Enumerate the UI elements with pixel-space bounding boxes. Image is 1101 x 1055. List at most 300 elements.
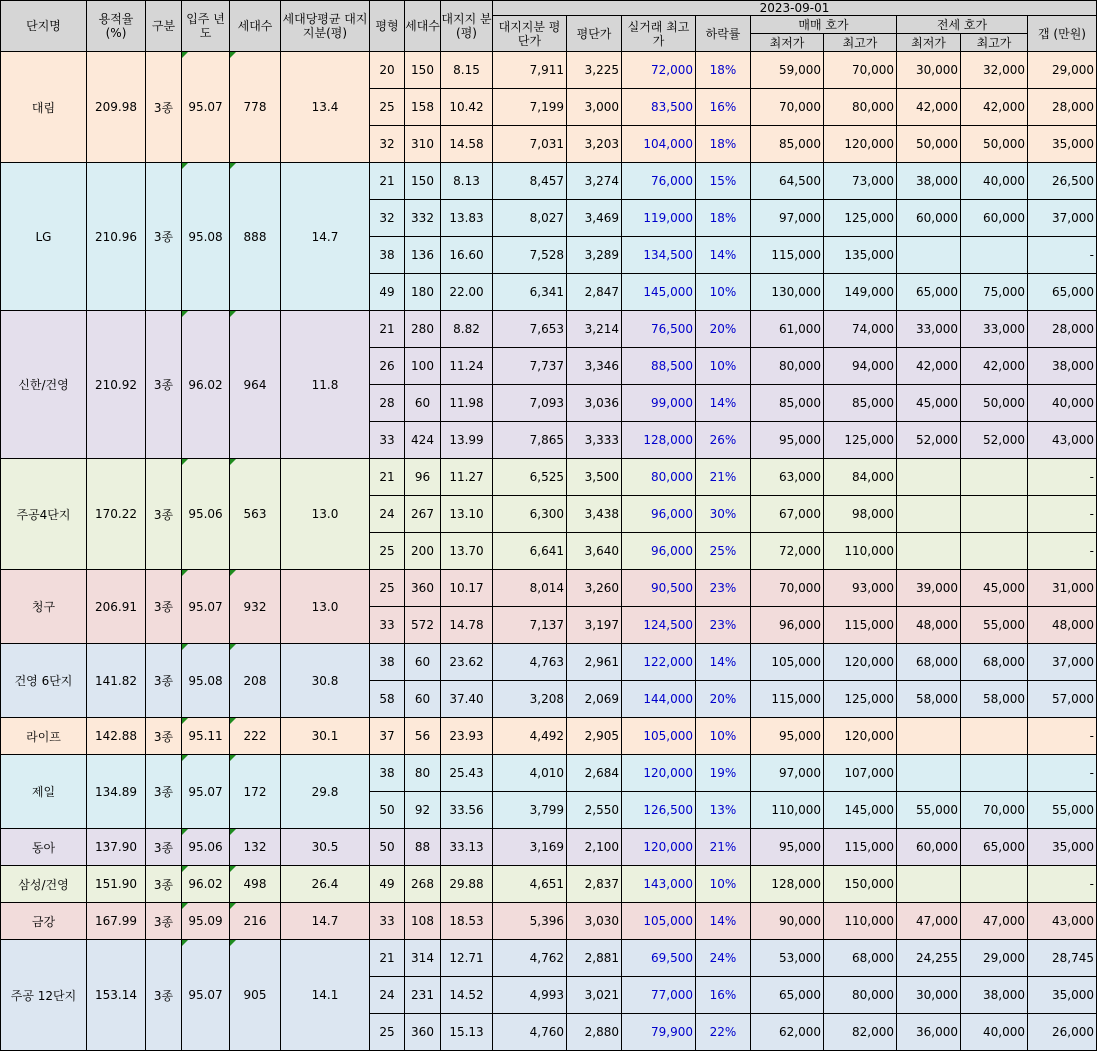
max-trade-cell: 77,000: [622, 977, 696, 1014]
year-cell: 95.06: [182, 459, 230, 570]
drop-rate-cell: 16%: [696, 89, 751, 126]
size-cell: 33: [370, 903, 405, 940]
jeonse-min-cell: 30,000: [897, 52, 961, 89]
header-far: 용적율 (%): [87, 1, 146, 52]
zone-cell: 3종: [146, 755, 182, 829]
jeonse-min-cell: [897, 533, 961, 570]
max-trade-cell: 120,000: [622, 755, 696, 792]
jeonse-max-cell: 33,000: [961, 311, 1028, 348]
land-cell: 12.71: [441, 940, 493, 977]
sale-min-cell: 61,000: [751, 311, 824, 348]
drop-rate-cell: 14%: [696, 385, 751, 422]
pyeong-price-cell: 3,333: [567, 422, 622, 459]
size-cell: 21: [370, 940, 405, 977]
max-trade-cell: 144,000: [622, 681, 696, 718]
sale-max-cell: 120,000: [824, 126, 897, 163]
land-cell: 22.00: [441, 274, 493, 311]
header-jeonse-min: 최저가: [897, 34, 961, 52]
units-cell: 268: [405, 866, 441, 903]
jeonse-max-cell: 42,000: [961, 348, 1028, 385]
complex-name-cell: 삼성/건영: [1, 866, 87, 903]
units-cell: 80: [405, 755, 441, 792]
sale-min-cell: 110,000: [751, 792, 824, 829]
gap-cell: 28,000: [1028, 311, 1097, 348]
jeonse-min-cell: 30,000: [897, 977, 961, 1014]
land-cell: 33.13: [441, 829, 493, 866]
avg-land-cell: 13.4: [281, 52, 370, 163]
size-cell: 49: [370, 274, 405, 311]
table-row: [1, 829, 1097, 866]
table-row: [1, 755, 1097, 792]
max-trade-cell: 76,500: [622, 311, 696, 348]
drop-rate-cell: 26%: [696, 422, 751, 459]
zone-cell: 3종: [146, 718, 182, 755]
land-price-cell: 7,865: [493, 422, 567, 459]
drop-rate-cell: 14%: [696, 237, 751, 274]
zone-cell: 3종: [146, 644, 182, 718]
max-trade-cell: 69,500: [622, 940, 696, 977]
avg-land-cell: 26.4: [281, 866, 370, 903]
sale-min-cell: 130,000: [751, 274, 824, 311]
jeonse-min-cell: [897, 755, 961, 792]
pyeong-price-cell: 2,837: [567, 866, 622, 903]
complex-name-cell: LG: [1, 163, 87, 311]
gap-cell: 37,000: [1028, 644, 1097, 681]
sale-max-cell: 145,000: [824, 792, 897, 829]
sale-max-cell: 149,000: [824, 274, 897, 311]
sale-max-cell: 115,000: [824, 829, 897, 866]
land-price-cell: 4,651: [493, 866, 567, 903]
size-cell: 37: [370, 718, 405, 755]
header-land: 대지지 분(평): [441, 1, 493, 52]
households-cell: 964: [230, 311, 281, 459]
year-cell: 95.08: [182, 644, 230, 718]
households-cell: 905: [230, 940, 281, 1051]
sale-max-cell: 135,000: [824, 237, 897, 274]
table-row: [1, 866, 1097, 903]
size-cell: 38: [370, 755, 405, 792]
gap-cell: 26,500: [1028, 163, 1097, 200]
jeonse-max-cell: 40,000: [961, 1014, 1028, 1051]
jeonse-max-cell: [961, 866, 1028, 903]
year-cell: 95.07: [182, 570, 230, 644]
sale-min-cell: 65,000: [751, 977, 824, 1014]
pyeong-price-cell: 2,961: [567, 644, 622, 681]
avg-land-cell: 13.0: [281, 570, 370, 644]
far-cell: 206.91: [87, 570, 146, 644]
land-cell: 14.58: [441, 126, 493, 163]
size-cell: 20: [370, 52, 405, 89]
max-trade-cell: 105,000: [622, 718, 696, 755]
land-price-cell: 7,911: [493, 52, 567, 89]
drop-rate-cell: 16%: [696, 977, 751, 1014]
land-price-cell: 3,169: [493, 829, 567, 866]
max-trade-cell: 128,000: [622, 422, 696, 459]
sale-min-cell: 90,000: [751, 903, 824, 940]
max-trade-cell: 143,000: [622, 866, 696, 903]
sale-min-cell: 53,000: [751, 940, 824, 977]
zone-cell: 3종: [146, 311, 182, 459]
land-cell: 14.78: [441, 607, 493, 644]
units-cell: 310: [405, 126, 441, 163]
land-cell: 33.56: [441, 792, 493, 829]
land-cell: 23.93: [441, 718, 493, 755]
sale-max-cell: 70,000: [824, 52, 897, 89]
gap-cell: 43,000: [1028, 422, 1097, 459]
land-cell: 13.83: [441, 200, 493, 237]
far-cell: 142.88: [87, 718, 146, 755]
header-units: 세대수: [405, 1, 441, 52]
avg-land-cell: 13.0: [281, 459, 370, 570]
jeonse-max-cell: 52,000: [961, 422, 1028, 459]
year-cell: 95.07: [182, 755, 230, 829]
households-cell: 888: [230, 163, 281, 311]
gap-cell: 35,000: [1028, 829, 1097, 866]
sale-min-cell: 85,000: [751, 385, 824, 422]
units-cell: 88: [405, 829, 441, 866]
size-cell: 26: [370, 348, 405, 385]
units-cell: 150: [405, 52, 441, 89]
drop-rate-cell: 14%: [696, 903, 751, 940]
land-price-cell: 4,762: [493, 940, 567, 977]
pyeong-price-cell: 3,469: [567, 200, 622, 237]
pyeong-price-cell: 3,000: [567, 89, 622, 126]
drop-rate-cell: 22%: [696, 1014, 751, 1051]
jeonse-max-cell: [961, 718, 1028, 755]
households-cell: 172: [230, 755, 281, 829]
header-sale-min: 최저가: [751, 34, 824, 52]
land-price-cell: 7,093: [493, 385, 567, 422]
size-cell: 25: [370, 1014, 405, 1051]
far-cell: 167.99: [87, 903, 146, 940]
jeonse-max-cell: 40,000: [961, 163, 1028, 200]
sale-max-cell: 94,000: [824, 348, 897, 385]
jeonse-max-cell: [961, 496, 1028, 533]
max-trade-cell: 145,000: [622, 274, 696, 311]
drop-rate-cell: 13%: [696, 792, 751, 829]
size-cell: 32: [370, 200, 405, 237]
sale-max-cell: 125,000: [824, 681, 897, 718]
jeonse-min-cell: 47,000: [897, 903, 961, 940]
units-cell: 60: [405, 681, 441, 718]
size-cell: 38: [370, 237, 405, 274]
year-cell: 96.02: [182, 866, 230, 903]
zone-cell: 3종: [146, 829, 182, 866]
units-cell: 108: [405, 903, 441, 940]
pyeong-price-cell: 3,260: [567, 570, 622, 607]
gap-cell: 48,000: [1028, 607, 1097, 644]
jeonse-min-cell: 68,000: [897, 644, 961, 681]
sale-max-cell: 85,000: [824, 385, 897, 422]
units-cell: 314: [405, 940, 441, 977]
jeonse-min-cell: 42,000: [897, 348, 961, 385]
max-trade-cell: 79,900: [622, 1014, 696, 1051]
far-cell: 210.96: [87, 163, 146, 311]
drop-rate-cell: 20%: [696, 311, 751, 348]
jeonse-max-cell: 47,000: [961, 903, 1028, 940]
land-cell: 37.40: [441, 681, 493, 718]
gap-cell: -: [1028, 718, 1097, 755]
pyeong-price-cell: 3,500: [567, 459, 622, 496]
units-cell: 200: [405, 533, 441, 570]
jeonse-max-cell: 29,000: [961, 940, 1028, 977]
pyeong-price-cell: 2,881: [567, 940, 622, 977]
drop-rate-cell: 19%: [696, 755, 751, 792]
jeonse-min-cell: [897, 496, 961, 533]
pyeong-price-cell: 3,346: [567, 348, 622, 385]
complex-name-cell: 건영 6단지: [1, 644, 87, 718]
max-trade-cell: 83,500: [622, 89, 696, 126]
avg-land-cell: 11.8: [281, 311, 370, 459]
header-max-trade: 실거래 최고가: [622, 16, 696, 52]
land-cell: 13.10: [441, 496, 493, 533]
complex-name-cell: 신한/건영: [1, 311, 87, 459]
land-price-cell: 5,396: [493, 903, 567, 940]
max-trade-cell: 76,000: [622, 163, 696, 200]
far-cell: 134.89: [87, 755, 146, 829]
drop-rate-cell: 21%: [696, 829, 751, 866]
jeonse-max-cell: [961, 237, 1028, 274]
size-cell: 21: [370, 163, 405, 200]
table-row: [1, 718, 1097, 755]
units-cell: 360: [405, 1014, 441, 1051]
sale-min-cell: 85,000: [751, 126, 824, 163]
jeonse-min-cell: 55,000: [897, 792, 961, 829]
land-price-cell: 4,993: [493, 977, 567, 1014]
drop-rate-cell: 18%: [696, 200, 751, 237]
gap-cell: 26,000: [1028, 1014, 1097, 1051]
land-cell: 25.43: [441, 755, 493, 792]
size-cell: 21: [370, 311, 405, 348]
sale-max-cell: 98,000: [824, 496, 897, 533]
year-cell: 95.06: [182, 829, 230, 866]
jeonse-min-cell: 39,000: [897, 570, 961, 607]
sale-min-cell: 63,000: [751, 459, 824, 496]
header-households: 세대수: [230, 1, 281, 52]
households-cell: 222: [230, 718, 281, 755]
jeonse-min-cell: 65,000: [897, 274, 961, 311]
far-cell: 209.98: [87, 52, 146, 163]
land-cell: 11.98: [441, 385, 493, 422]
size-cell: 25: [370, 533, 405, 570]
size-cell: 58: [370, 681, 405, 718]
land-price-cell: 3,799: [493, 792, 567, 829]
size-cell: 33: [370, 607, 405, 644]
year-cell: 95.07: [182, 52, 230, 163]
jeonse-max-cell: 58,000: [961, 681, 1028, 718]
units-cell: 150: [405, 163, 441, 200]
size-cell: 28: [370, 385, 405, 422]
units-cell: 231: [405, 977, 441, 1014]
pyeong-price-cell: 2,069: [567, 681, 622, 718]
land-price-cell: 7,737: [493, 348, 567, 385]
table-row: [1, 570, 1097, 607]
sale-min-cell: 128,000: [751, 866, 824, 903]
header-sale-max: 최고가: [824, 34, 897, 52]
sale-max-cell: 125,000: [824, 200, 897, 237]
pyeong-price-cell: 3,021: [567, 977, 622, 1014]
size-cell: 25: [370, 570, 405, 607]
header-complex: 단지명: [1, 1, 87, 52]
land-price-cell: 4,492: [493, 718, 567, 755]
households-cell: 208: [230, 644, 281, 718]
max-trade-cell: 122,000: [622, 644, 696, 681]
complex-name-cell: 동아: [1, 829, 87, 866]
land-cell: 8.82: [441, 311, 493, 348]
sale-min-cell: 97,000: [751, 755, 824, 792]
header-zone: 구분: [146, 1, 182, 52]
households-cell: 932: [230, 570, 281, 644]
avg-land-cell: 30.5: [281, 829, 370, 866]
avg-land-cell: 29.8: [281, 755, 370, 829]
table-row: [1, 903, 1097, 940]
units-cell: 56: [405, 718, 441, 755]
max-trade-cell: 105,000: [622, 903, 696, 940]
units-cell: 267: [405, 496, 441, 533]
gap-cell: -: [1028, 866, 1097, 903]
sale-min-cell: 62,000: [751, 1014, 824, 1051]
jeonse-max-cell: 65,000: [961, 829, 1028, 866]
units-cell: 424: [405, 422, 441, 459]
land-price-cell: 6,341: [493, 274, 567, 311]
max-trade-cell: 88,500: [622, 348, 696, 385]
gap-cell: 40,000: [1028, 385, 1097, 422]
sale-min-cell: 95,000: [751, 422, 824, 459]
pyeong-price-cell: 3,203: [567, 126, 622, 163]
sale-min-cell: 67,000: [751, 496, 824, 533]
drop-rate-cell: 21%: [696, 459, 751, 496]
sale-min-cell: 70,000: [751, 570, 824, 607]
avg-land-cell: 14.7: [281, 903, 370, 940]
gap-cell: 55,000: [1028, 792, 1097, 829]
max-trade-cell: 124,500: [622, 607, 696, 644]
max-trade-cell: 96,000: [622, 533, 696, 570]
jeonse-max-cell: [961, 755, 1028, 792]
jeonse-max-cell: [961, 533, 1028, 570]
header-gap: 갭 (만원): [1028, 16, 1097, 52]
land-price-cell: 7,528: [493, 237, 567, 274]
size-cell: 50: [370, 829, 405, 866]
pyeong-price-cell: 3,274: [567, 163, 622, 200]
sale-max-cell: 120,000: [824, 644, 897, 681]
header-land-price: 대지지분 평단가: [493, 16, 567, 52]
sale-max-cell: 82,000: [824, 1014, 897, 1051]
sale-min-cell: 64,500: [751, 163, 824, 200]
units-cell: 332: [405, 200, 441, 237]
jeonse-max-cell: 45,000: [961, 570, 1028, 607]
land-cell: 13.70: [441, 533, 493, 570]
sale-min-cell: 95,000: [751, 718, 824, 755]
gap-cell: 28,745: [1028, 940, 1097, 977]
jeonse-max-cell: 68,000: [961, 644, 1028, 681]
sale-min-cell: 105,000: [751, 644, 824, 681]
sale-min-cell: 95,000: [751, 829, 824, 866]
sale-min-cell: 115,000: [751, 237, 824, 274]
jeonse-min-cell: 58,000: [897, 681, 961, 718]
households-cell: 778: [230, 52, 281, 163]
households-cell: 498: [230, 866, 281, 903]
drop-rate-cell: 18%: [696, 126, 751, 163]
gap-cell: 31,000: [1028, 570, 1097, 607]
gap-cell: -: [1028, 496, 1097, 533]
year-cell: 95.09: [182, 903, 230, 940]
pyeong-price-cell: 2,684: [567, 755, 622, 792]
drop-rate-cell: 14%: [696, 644, 751, 681]
land-price-cell: 4,763: [493, 644, 567, 681]
sale-max-cell: 73,000: [824, 163, 897, 200]
sale-max-cell: 93,000: [824, 570, 897, 607]
jeonse-max-cell: 42,000: [961, 89, 1028, 126]
far-cell: 170.22: [87, 459, 146, 570]
header-jeonse-group: 전세 호가: [897, 16, 1028, 34]
zone-cell: 3종: [146, 163, 182, 311]
size-cell: 24: [370, 496, 405, 533]
units-cell: 100: [405, 348, 441, 385]
gap-cell: -: [1028, 459, 1097, 496]
sale-max-cell: 80,000: [824, 977, 897, 1014]
units-cell: 60: [405, 644, 441, 681]
size-cell: 21: [370, 459, 405, 496]
units-cell: 136: [405, 237, 441, 274]
header-date: 2023-09-01: [493, 1, 1097, 16]
land-cell: 18.53: [441, 903, 493, 940]
units-cell: 92: [405, 792, 441, 829]
drop-rate-cell: 18%: [696, 52, 751, 89]
land-price-cell: 7,199: [493, 89, 567, 126]
year-cell: 95.08: [182, 163, 230, 311]
max-trade-cell: 96,000: [622, 496, 696, 533]
far-cell: 141.82: [87, 644, 146, 718]
drop-rate-cell: 30%: [696, 496, 751, 533]
jeonse-min-cell: 36,000: [897, 1014, 961, 1051]
units-cell: 572: [405, 607, 441, 644]
units-cell: 60: [405, 385, 441, 422]
land-cell: 16.60: [441, 237, 493, 274]
year-cell: 95.07: [182, 940, 230, 1051]
sale-min-cell: 115,000: [751, 681, 824, 718]
zone-cell: 3종: [146, 459, 182, 570]
pyeong-price-cell: 2,550: [567, 792, 622, 829]
size-cell: 49: [370, 866, 405, 903]
sale-min-cell: 97,000: [751, 200, 824, 237]
drop-rate-cell: 24%: [696, 940, 751, 977]
jeonse-min-cell: [897, 866, 961, 903]
jeonse-min-cell: 50,000: [897, 126, 961, 163]
land-cell: 8.15: [441, 52, 493, 89]
table-row: [1, 163, 1097, 200]
size-cell: 50: [370, 792, 405, 829]
max-trade-cell: 134,500: [622, 237, 696, 274]
complex-name-cell: 라이프: [1, 718, 87, 755]
gap-cell: -: [1028, 533, 1097, 570]
jeonse-max-cell: 75,000: [961, 274, 1028, 311]
zone-cell: 3종: [146, 940, 182, 1051]
sale-max-cell: 84,000: [824, 459, 897, 496]
complex-name-cell: 제일: [1, 755, 87, 829]
jeonse-min-cell: [897, 718, 961, 755]
land-cell: 23.62: [441, 644, 493, 681]
far-cell: 210.92: [87, 311, 146, 459]
max-trade-cell: 126,500: [622, 792, 696, 829]
jeonse-min-cell: 52,000: [897, 422, 961, 459]
jeonse-min-cell: 42,000: [897, 89, 961, 126]
land-price-cell: 8,457: [493, 163, 567, 200]
jeonse-max-cell: [961, 459, 1028, 496]
pyeong-price-cell: 3,289: [567, 237, 622, 274]
drop-rate-cell: 25%: [696, 533, 751, 570]
drop-rate-cell: 23%: [696, 607, 751, 644]
sale-max-cell: 120,000: [824, 718, 897, 755]
